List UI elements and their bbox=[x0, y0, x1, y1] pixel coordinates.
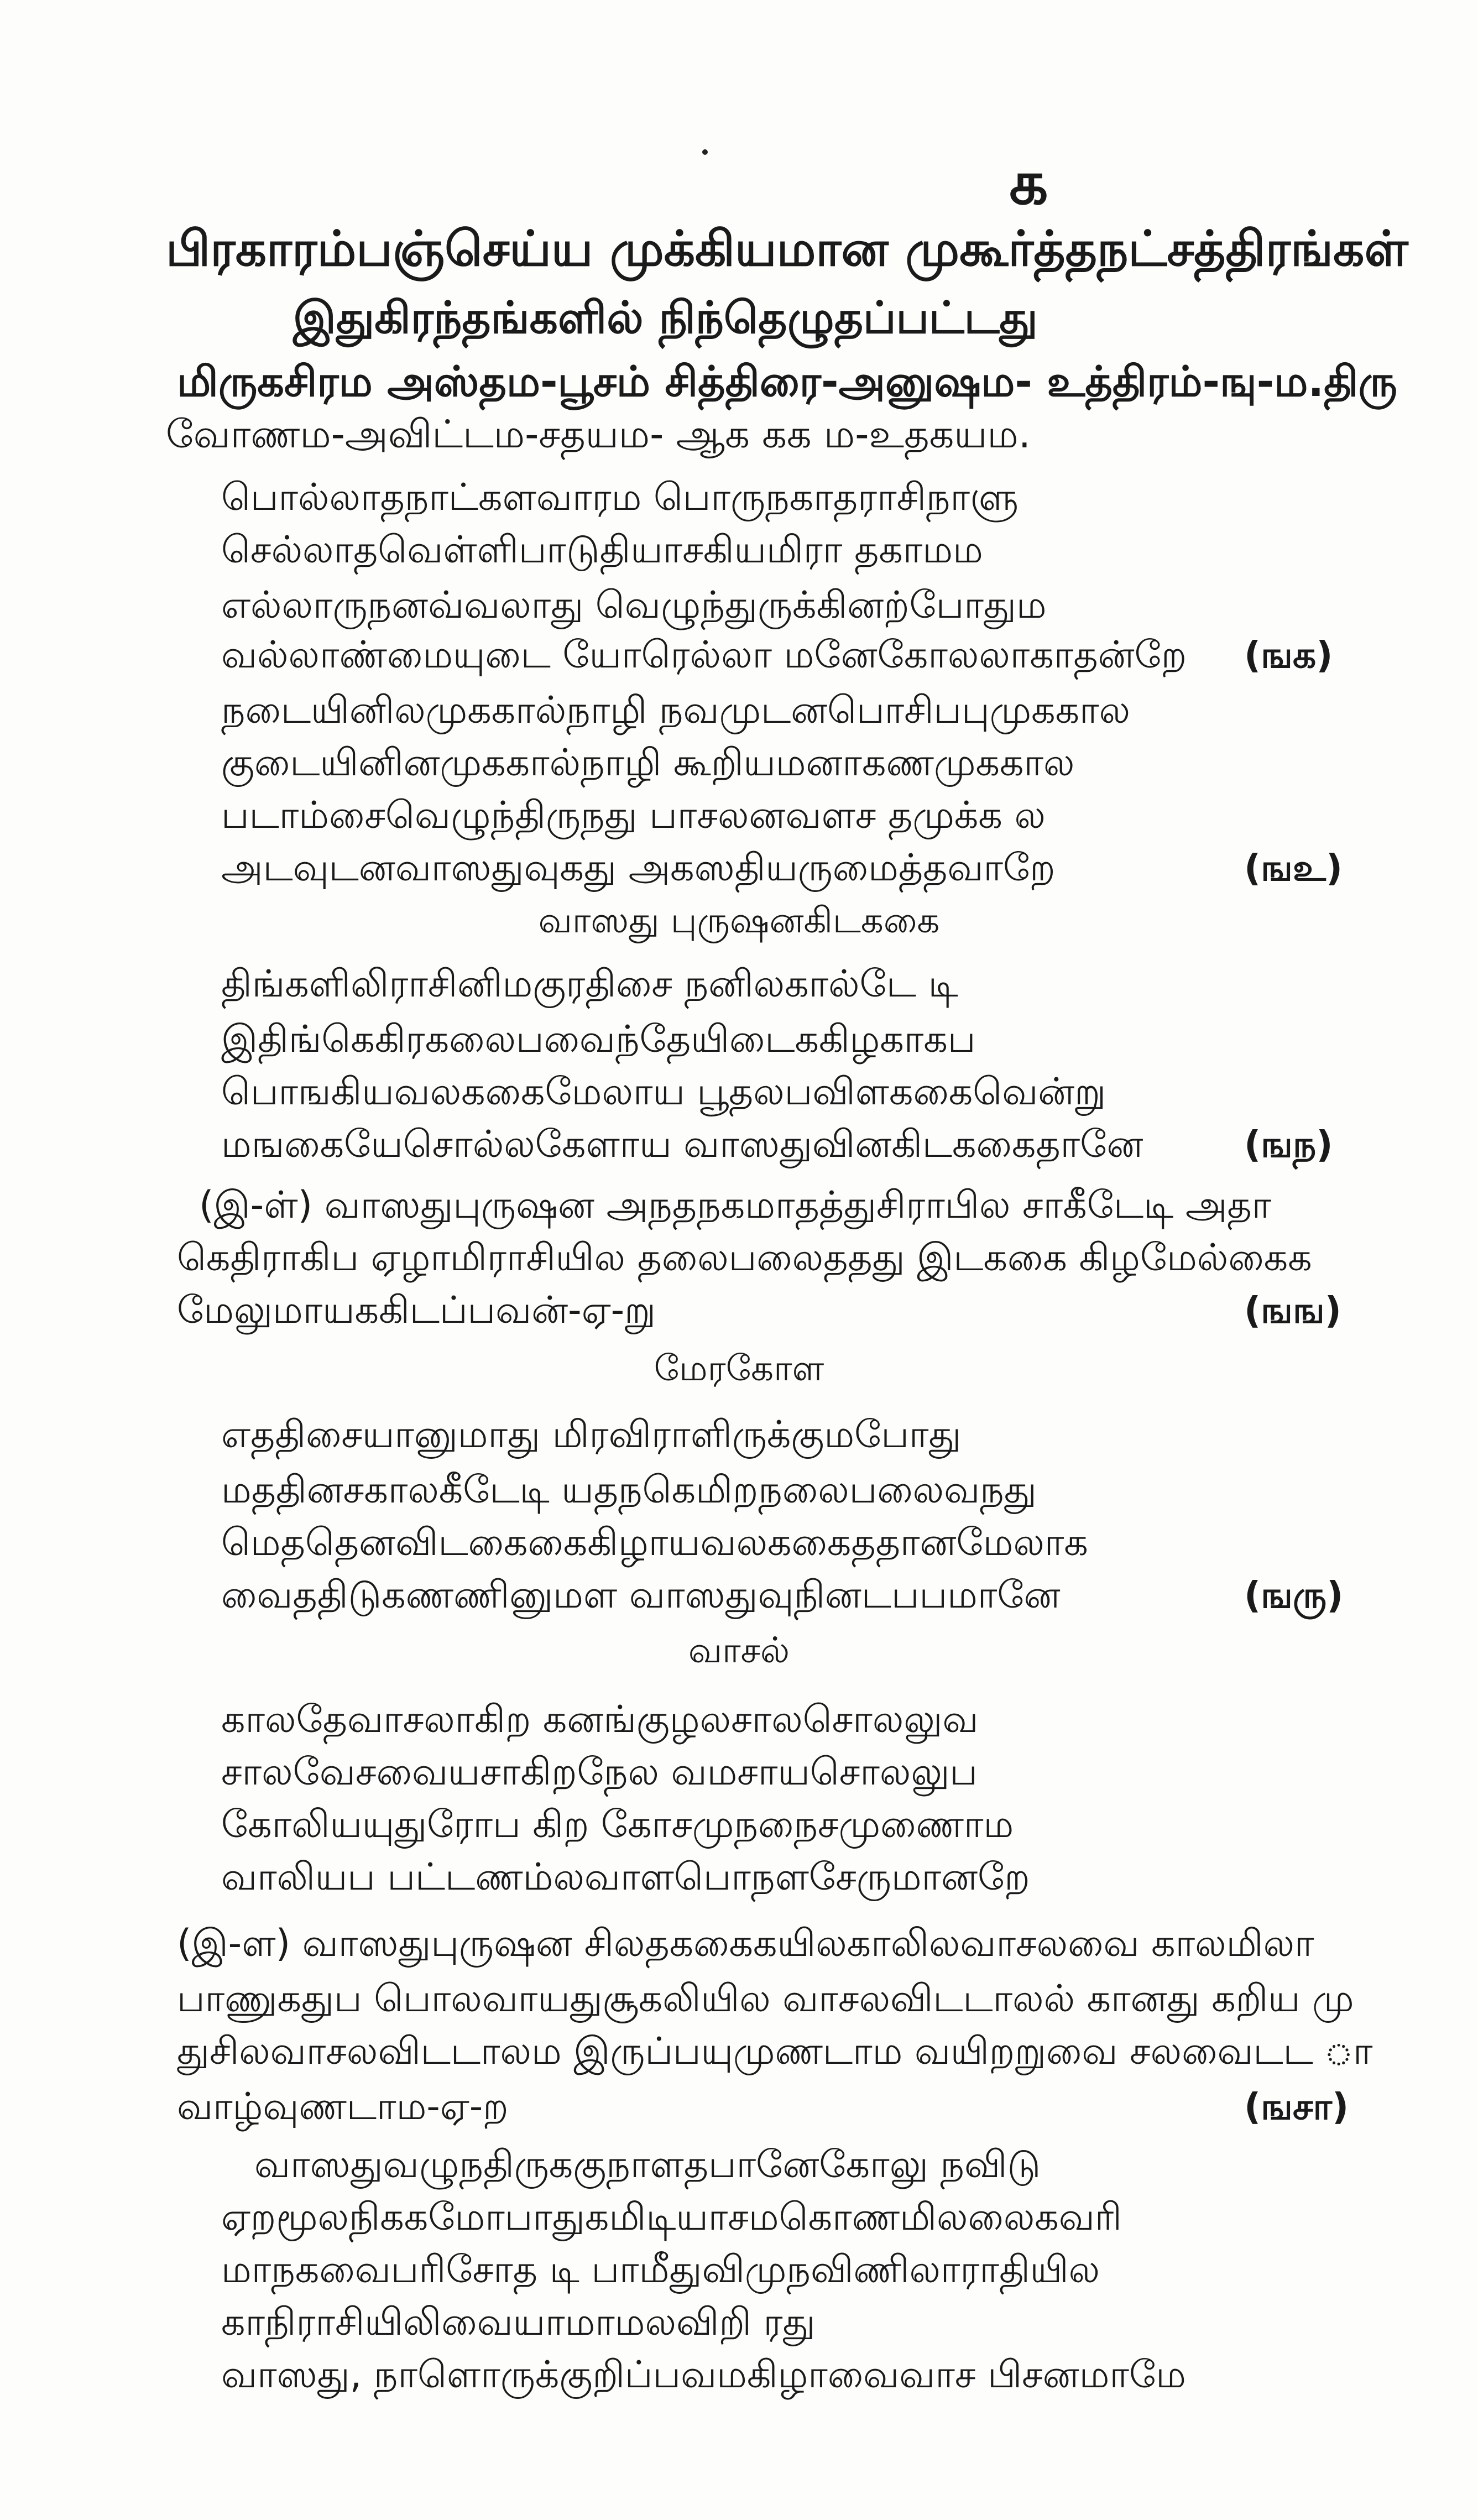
stanza4-line-1: எததிசையானுமாது மிரவிராளிருக்குமபோது bbox=[221, 1413, 962, 1457]
prose1-number: (ஙங) bbox=[1244, 1289, 1341, 1332]
prose2-line-2: பாணுகதுப பொலவாயதுசூகலியில வாசலவிடடாலல் கானது கறிய மு bbox=[177, 1977, 1354, 2021]
prose2-line-3: துசிலவாசலவிடடாலம இருப்பயுமுணடாம வயிறறுவை சலவைடட ா bbox=[177, 2029, 1373, 2073]
stanza3-line-3: பொஙகியவலககைமேலாய பூதலபவிளககைவென்று bbox=[221, 1070, 1106, 1114]
stanza3-line-2: இதிங்கெகிரகலைபவைந்தேயிடைககிழகாகப bbox=[221, 1018, 976, 1061]
stanza5-line-4: வாலியப பட்டணம்லவாளபொநளசேருமானறே bbox=[221, 1855, 1030, 1899]
stanza4-line-4: வைததிடுகணணினுமள வாஸதுவுநினடபபமானே bbox=[221, 1573, 1061, 1617]
stanza6-line-3: மாநகவைபரிசோத டி பாமீதுவிமுநவிணிலாராதியில bbox=[221, 2248, 1100, 2292]
ink-dot bbox=[702, 149, 708, 155]
stanza1-line-2: செல்லாதவெள்ளிபாடுதியாசகியமிரா தகாமம bbox=[221, 528, 983, 572]
section-heading-moreko: மேரகோள bbox=[654, 1348, 824, 1389]
page-subtitle: இதுகிரந்தங்களில் நிந்தெழுதப்பட்டது bbox=[293, 292, 1038, 343]
stanza6-line-2: ஏறமூலநிககமோபாதுகமிடியாசமகொணமிலலைகவரி bbox=[221, 2195, 1122, 2239]
stanza6-line-4: காநிராசியிலிவையாமாமலவிறி ரது bbox=[221, 2300, 816, 2344]
stanza5-line-2: சாலவேசவையசாகிறநேல வமசாயசொலலுப bbox=[221, 1750, 978, 1794]
section-heading-vastu: வாஸது புருஷனகிடககை bbox=[538, 900, 940, 941]
stanza4-line-3: மெததெனவிடகைகைகிழாயவலககைததானமேலாக bbox=[221, 1521, 1088, 1564]
intro-line-2: வோணம-அவிட்டம-சதயம- ஆக கக ம-உதகயம. bbox=[166, 411, 1031, 457]
stanza3-line-1: திங்களிலிராசினிமகுரதிசை நனிலகால்டே டி bbox=[221, 962, 958, 1006]
prose1-line-2: கெதிராகிப ஏழாமிராசியில தலைபலைததது இடககை கிழமேல்கைக bbox=[177, 1236, 1312, 1280]
stanza2-line-1: நடையினிலமுககால்நாழி நவமுடனபொசிபபுமுககால bbox=[221, 688, 1131, 732]
stanza1-line-1: பொல்லாதநாட்களவாரம பொருநகாதராசிநாளு bbox=[221, 476, 1019, 519]
stanza5-line-1: காலதேவாசலாகிற கனங்குழலசாலசொலலுவ bbox=[221, 1698, 979, 1741]
stanza1-number: (ஙக) bbox=[1244, 634, 1333, 676]
stanza6-line-1: வாஸதுவழுநதிருககுநாளதபானேகோலு நவிடு bbox=[254, 2143, 1041, 2187]
stanza5-line-3: கோலியயுதுரோப கிற கோசமுநநைசமுணைாம bbox=[221, 1803, 1014, 1846]
stanza2-line-2: குடையினினமுககால்நாழி கூறியமனாகணமுககால bbox=[221, 741, 1075, 785]
prose1-line-3: மேலுமாயககிடப்பவன்-ஏ-று bbox=[177, 1288, 656, 1332]
page-number: ௧ bbox=[1007, 147, 1049, 218]
stanza2-number: (ஙஉ) bbox=[1244, 847, 1343, 889]
stanza3-line-4: மஙகையேசொல்லகேளாய வாஸதுவினகிடககைதானே bbox=[221, 1123, 1143, 1166]
section-heading-vasal: வாசல் bbox=[688, 1630, 790, 1671]
stanza6-line-5: வாஸது, நாளொருக்குறிப்பவமகிழாவைவாச பிசனமாமே bbox=[221, 2353, 1186, 2397]
intro-line-1: மிருகசிரம அஸ்தம-பூசம் சித்திரை-அனுஷம- உத்திரம்-ஙு-ம.திரு bbox=[177, 357, 1397, 406]
stanza1-line-4: வல்லாண்மையுடை யோரெல்லா மனேகோலலாகாதன்றே bbox=[221, 633, 1187, 677]
prose1-line-1: (இ-ள்) வாஸதுபுருஷன அநதநகமாதத்துசிராபில சாகீடேடி அதா bbox=[199, 1183, 1272, 1227]
stanza2-line-3: படாம்சைவெழுந்திருநது பாசலனவளச தமுக்க ல bbox=[221, 794, 1046, 837]
prose2-line-1: (இ-ள) வாஸதுபுருஷன சிலதககைகயிலகாலிலவாசலவை காலமிலா bbox=[177, 1922, 1314, 1965]
stanza2-line-4: அடவுடனவாஸதுவுகது அகஸதியருமைத்தவாறே bbox=[221, 846, 1056, 890]
prose2-number: (ஙசா) bbox=[1244, 2085, 1349, 2128]
prose2-line-4: வாழ்வுணடாம-ஏ-ற bbox=[177, 2085, 509, 2128]
stanza3-number: (ஙந) bbox=[1244, 1123, 1333, 1166]
page-title: பிரகாரம்பஞ்செய்ய முக்கியமான முகூர்த்தநட்சத்திரங்கள் bbox=[166, 220, 1408, 277]
stanza4-number: (ஙரு) bbox=[1244, 1574, 1344, 1616]
stanza4-line-2: மததினசகாலகீடேடி யதநகெமிறநலைபலைவநது bbox=[221, 1468, 1037, 1512]
stanza1-line-3: எல்லாருநனவ்வலாது வெழுந்துருக்கினற்போதும bbox=[221, 583, 1047, 627]
